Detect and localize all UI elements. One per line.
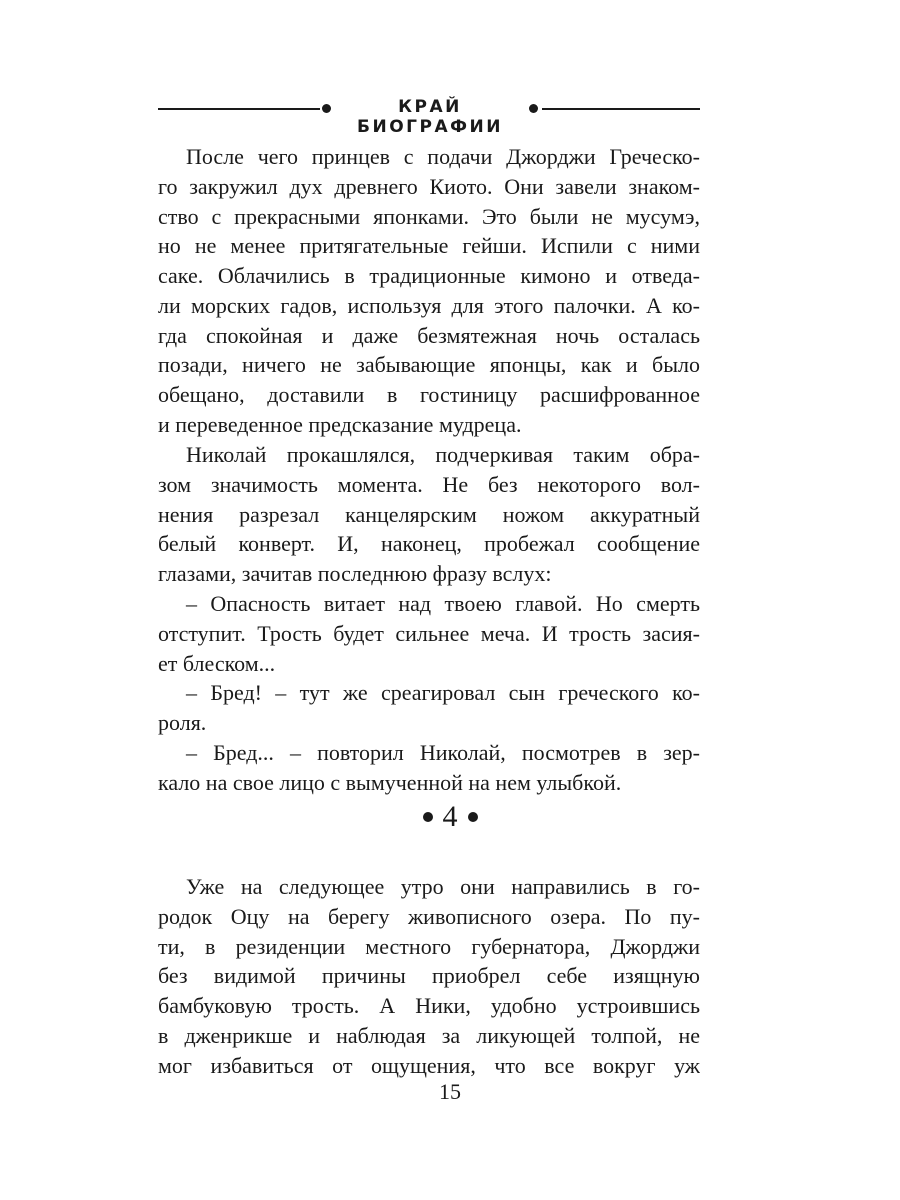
text-line: обещано, доставили в гостиницу расшифрованное	[158, 382, 700, 407]
text-line: саке. Облачились в традиционные кимоно и отведа-	[158, 263, 700, 288]
section-marker	[350, 800, 550, 836]
header-rule-right	[542, 108, 700, 110]
text-line: бамбуковую трость. А Ники, удобно устроившись	[158, 993, 700, 1018]
text-line: После чего принцев с подачи Джорджи Греческо-	[186, 144, 700, 169]
text-line: Уже на следующее утро они направились в го-	[186, 874, 700, 899]
text-line: отступит. Трость будет сильнее меча. И трость засия-	[158, 620, 700, 646]
text-line: в дженрикше и наблюдая за ликующей толпой, не	[158, 1022, 700, 1048]
text-line: позади, ничего не забывающие японцы, как и было	[158, 352, 700, 378]
running-header	[158, 96, 700, 137]
text-line: и переведенное предсказание мудреца.	[158, 411, 522, 437]
text-line: ли морских гадов, используя для этого палочки. А ко-	[158, 292, 700, 318]
text-line: го закружил дух древнего Киото. Они завели знаком-	[158, 173, 700, 199]
dialogue-paragraph	[158, 678, 700, 738]
header-bullet-right	[529, 104, 538, 113]
text-line: белый конверт. И, наконец, пробежал сообщение	[158, 531, 700, 557]
text-line: Николай прокашлялся, подчеркивая таким обра-	[186, 442, 700, 467]
text-line: без видимой причины приобрел себе изящную	[158, 963, 700, 989]
text-line: – Бред... – повторил Николай, посмотрев в зер-	[186, 740, 700, 765]
text-line: роля.	[158, 709, 207, 735]
text-line: гда спокойная и даже безмятежная ночь осталась	[158, 322, 700, 348]
section-number: 4	[442, 800, 458, 833]
dialogue-paragraph	[158, 589, 700, 678]
section-bullet-right	[468, 812, 478, 822]
paragraph	[158, 440, 700, 589]
header-rule-left	[158, 108, 320, 110]
running-header-title: КРАЙ БИОГРАФИИ	[357, 97, 503, 137]
text-line: зом значимость момента. Не без некоторого вол-	[158, 471, 700, 497]
text-line: глазами, зачитав последнюю фразу вслух:	[158, 561, 552, 586]
page-number: 15	[439, 1079, 461, 1104]
dialogue-paragraph	[158, 738, 700, 798]
text-line: мог избавиться от ощущения, что все вокруг уж	[158, 1052, 700, 1078]
header-bullet-left	[322, 104, 331, 113]
text-line: нения разрезал канцелярским ножом аккуратный	[158, 501, 700, 527]
paragraph	[158, 142, 700, 440]
text-line: ти, в резиденции местного губернатора, Джорджи	[158, 933, 700, 959]
text-line: родок Оцу на берегу живописного озера. По пу-	[158, 903, 700, 929]
text-line: ет блеском...	[158, 650, 276, 676]
paragraph	[158, 872, 700, 1080]
text-line: – Опасность витает над твоею главой. Но смерть	[186, 591, 700, 616]
text-line: но не менее притягательные гейши. Испили с ними	[158, 233, 700, 259]
section-bullet-left	[423, 812, 433, 822]
text-line: кало на свое лицо с вымученной на нем улыбкой.	[158, 769, 622, 795]
text-line: ство с прекрасными японками. Это были не мусумэ,	[158, 203, 700, 229]
text-line: – Бред! – тут же среагировал сын греческого ко-	[186, 680, 700, 705]
